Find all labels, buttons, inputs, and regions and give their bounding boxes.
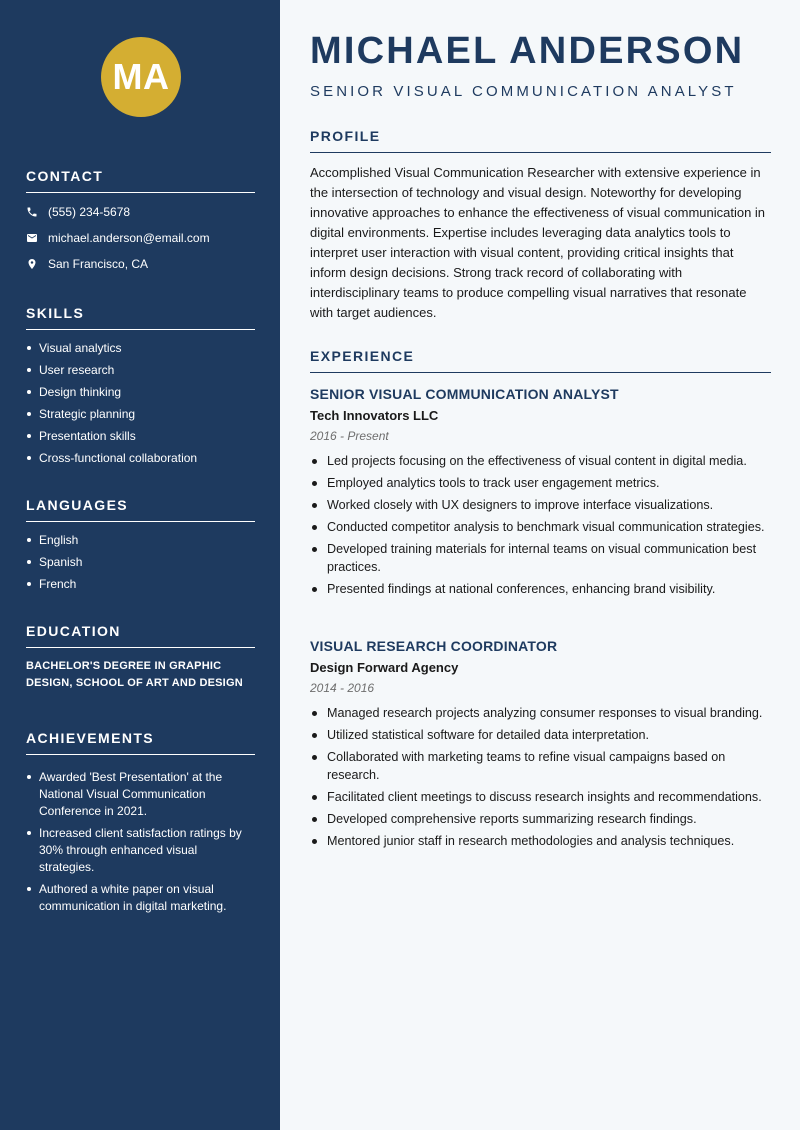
job-company: Tech Innovators LLC: [310, 408, 439, 423]
language-item: Spanish: [26, 554, 255, 571]
job-bullet: Developed comprehensive reports summarizing research findings.: [310, 810, 773, 828]
language-item: French: [26, 576, 255, 593]
job-bullet: Facilitated client meetings to discuss research insights and recommendations.: [310, 788, 773, 806]
education-degree: BACHELOR'S DEGREE IN GRAPHIC DESIGN, SCHOOL OF ART AND DESIGN: [26, 660, 243, 689]
location-pin-icon: [26, 258, 48, 270]
job-bullet: Employed analytics tools to track user engagement metrics.: [310, 474, 773, 492]
job-entry: [310, 386, 773, 602]
profile-summary: Accomplished Visual Communication Researcher with extensive experience in the intersection of technology and visual design. Noteworthy for developing innovative approaches to enhance the effectiveness of visual communication in digital environments. Expertise includes leveraging data analytics tools to interpret user interaction with visual content, providing critical insights that inform design decisions. Strong track record of collaborating with interdisciplinary teams to produce compelling visual narratives that resonate with target audiences.: [310, 165, 766, 320]
contact-email-text: michael.anderson@email.com: [48, 231, 210, 245]
candidate-name: MICHAEL ANDERSON: [310, 30, 745, 72]
job-bullet: Managed research projects analyzing consumer responses to visual branding.: [310, 704, 773, 722]
job-bullets: [310, 452, 773, 598]
skills-section: [26, 305, 255, 472]
skill-item: Presentation skills: [26, 428, 255, 445]
achievement-item: Increased client satisfaction ratings by 30% through enhanced visual strategies.: [26, 825, 255, 876]
achievements-list: [26, 769, 255, 915]
achievements-heading: ACHIEVEMENTS: [26, 730, 255, 755]
achievement-item: Authored a white paper on visual communication in digital marketing.: [26, 881, 255, 915]
language-item: English: [26, 532, 255, 549]
job-bullet: Collaborated with marketing teams to refine visual campaigns based on research.: [310, 748, 773, 784]
job-bullets: [310, 704, 773, 850]
contact-heading: CONTACT: [26, 168, 255, 193]
job-entry: [310, 638, 773, 854]
education-heading: EDUCATION: [26, 623, 255, 648]
skill-item: User research: [26, 362, 255, 379]
skill-item: Strategic planning: [26, 406, 255, 423]
languages-heading: LANGUAGES: [26, 497, 255, 522]
contact-location: [26, 251, 255, 277]
achievements-section: [26, 730, 255, 920]
sidebar: [0, 0, 280, 1130]
job-dates: 2016 - Present: [310, 429, 389, 443]
email-icon: [26, 232, 48, 244]
contact-email: [26, 225, 255, 251]
phone-icon: [26, 206, 48, 218]
job-company: Design Forward Agency: [310, 660, 459, 675]
skills-heading: SKILLS: [26, 305, 255, 330]
job-title: SENIOR VISUAL COMMUNICATION ANALYST: [310, 386, 619, 402]
languages-list: [26, 532, 255, 593]
job-title: VISUAL RESEARCH COORDINATOR: [310, 638, 558, 654]
skill-item: Cross-functional collaboration: [26, 450, 255, 467]
job-bullet: Conducted competitor analysis to benchmark visual communication strategies.: [310, 518, 773, 536]
job-bullet: Developed training materials for internal teams on visual communication best practices.: [310, 540, 773, 576]
job-bullet: Mentored junior staff in research methodologies and analysis techniques.: [310, 832, 773, 850]
skills-list: [26, 340, 255, 467]
job-bullet: Utilized statistical software for detailed data interpretation.: [310, 726, 773, 744]
languages-section: [26, 497, 255, 598]
job-dates: 2014 - 2016: [310, 681, 375, 695]
avatar: MA: [101, 37, 181, 117]
main-content: [280, 0, 800, 1130]
contact-location-text: San Francisco, CA: [48, 257, 149, 271]
education-section: [26, 623, 255, 692]
achievement-item: Awarded 'Best Presentation' at the National Visual Communication Conference in 2021.: [26, 769, 255, 820]
job-bullet: Worked closely with UX designers to improve interface visualizations.: [310, 496, 773, 514]
contact-phone: [26, 199, 255, 225]
profile-heading: PROFILE: [310, 128, 771, 153]
candidate-title: SENIOR VISUAL COMMUNICATION ANALYST: [310, 83, 737, 100]
skill-item: Visual analytics: [26, 340, 255, 357]
contact-phone-text: (555) 234-5678: [48, 205, 131, 219]
contact-section: [26, 168, 255, 277]
job-bullet: Led projects focusing on the effectiveness of visual content in digital media.: [310, 452, 773, 470]
skill-item: Design thinking: [26, 384, 255, 401]
job-bullet: Presented findings at national conferences, enhancing brand visibility.: [310, 580, 773, 598]
experience-heading: EXPERIENCE: [310, 348, 771, 373]
